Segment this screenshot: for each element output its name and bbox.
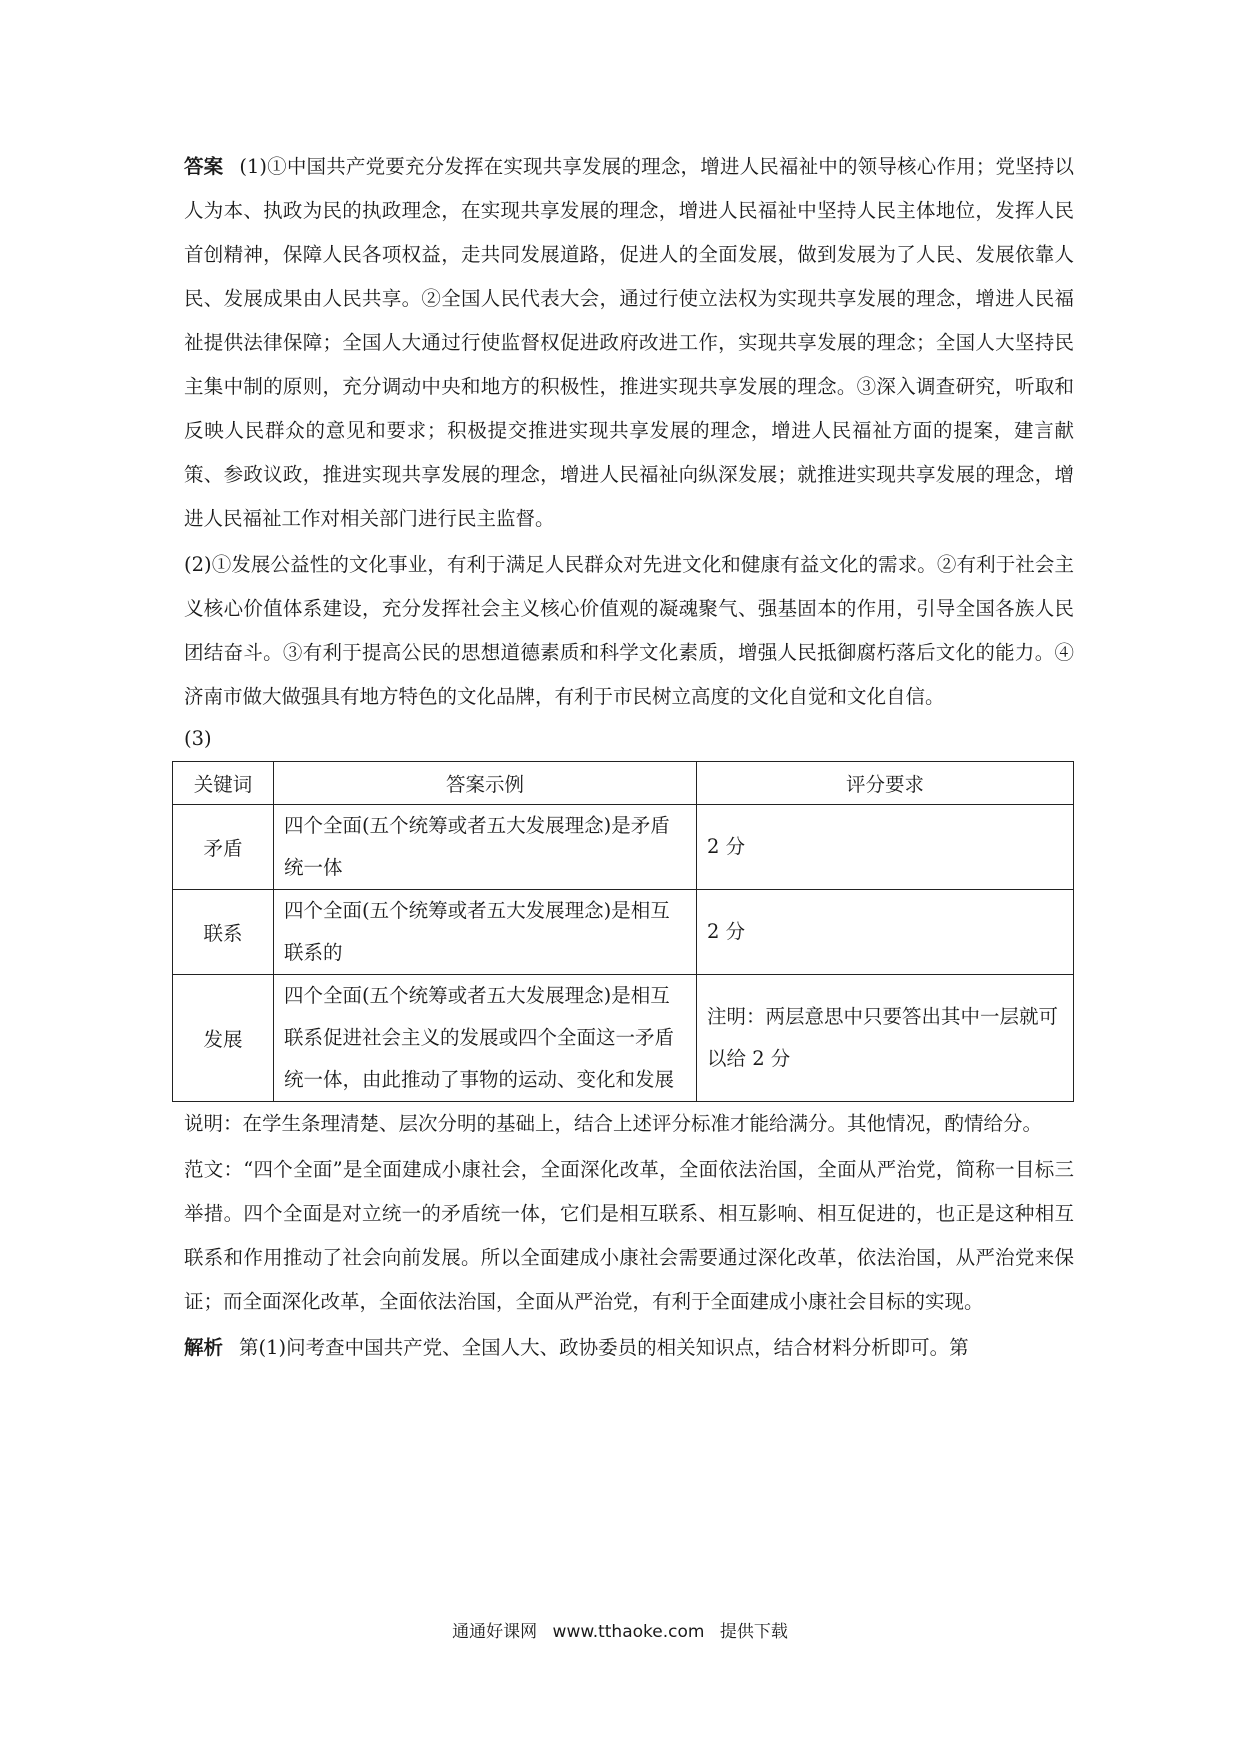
grading-table: [172, 761, 1074, 1102]
page-footer: [0, 1617, 1240, 1642]
score-cell: 2 分: [697, 890, 1074, 975]
score-cell: 2 分: [697, 805, 1074, 890]
answer-paragraph-1: [184, 145, 1074, 541]
header-score: 评分要求: [697, 762, 1074, 805]
table-row: [173, 805, 1074, 890]
example-cell: 四个全面(五个统筹或者五大发展理念)是矛盾统一体: [274, 805, 697, 890]
example-cell: 四个全面(五个统筹或者五大发展理念)是相互联系促进社会主义的发展或四个全面这一矛盾统一体，由此推动了事物的运动、变化和发展: [274, 975, 697, 1102]
header-example: 答案示例: [274, 762, 697, 805]
example-cell: 四个全面(五个统筹或者五大发展理念)是相互联系的: [274, 890, 697, 975]
document-body: [184, 145, 1074, 1370]
keyword-cell: 发展: [173, 975, 274, 1102]
table-row: [173, 975, 1074, 1102]
analysis-paragraph: [184, 1326, 1074, 1370]
answer-part-3-label: (3): [184, 727, 212, 750]
keyword-cell: 矛盾: [173, 805, 274, 890]
analysis-text: 第(1)问考查中国共产党、全国人大、政协委员的相关知识点，结合材料分析即可。第: [239, 1336, 969, 1359]
table-row: [173, 890, 1074, 975]
header-keyword: 关键词: [173, 762, 274, 805]
table-header-row: [173, 762, 1074, 805]
footer-url[interactable]: www.tthaoke.com: [552, 1622, 705, 1642]
footer-suffix: 提供下载: [719, 1622, 788, 1642]
answer-part-1-text: (1)①中国共产党要充分发挥在实现共享发展的理念，增进人民福祉中的领导核心作用；党坚持以人为本、执政为民的执政理念，在实现共享发展的理念，增进人民福祉中坚持人民主体地位，发挥人民首创精神，保障人民各项权益，走共同发展道路，促进人的全面发展，做到发展为了人民、发展依靠人民、发展成果由人民共享。②全国人民代表大会，通过行使立法权为实现共享发展的理念，增进人民福祉提供法律保障；全国人大通过行使监督权促进政府改进工作，实现共享发展的理念；全国人大坚持民主集中制的原则，充分调动中央和地方的积极性，推进实现共享发展的理念。③深入调查研究，听取和反映人民群众的意见和要求；积极提交推进实现共享发展的理念，增进人民福祉方面的提案，建言献策、参政议政，推进实现共享发展的理念，增进人民福祉向纵深发展；就推进实现共享发展的理念，增进人民福祉工作对相关部门进行民主监督。: [184, 155, 1074, 530]
footer-site-name: 通通好课网: [452, 1622, 538, 1642]
score-cell: 注明：两层意思中只要答出其中一层就可以给 2 分: [697, 975, 1074, 1102]
grading-note: 说明：在学生条理清楚、层次分明的基础上，结合上述评分标准才能给满分。其他情况，酌情给分。: [184, 1112, 1043, 1135]
answer-paragraph-2: (2)①发展公益性的文化事业，有利于满足人民群众对先进文化和健康有益文化的需求。②有利于社会主义核心价值体系建设，充分发挥社会主义核心价值观的凝魂聚气、强基固本的作用，引导全国各族人民团结奋斗。③有利于提高公民的思想道德素质和科学文化素质，增强人民抵御腐朽落后文化的能力。④济南市做大做强具有地方特色的文化品牌，有利于市民树立高度的文化自觉和文化自信。: [184, 553, 1074, 708]
sample-essay: 范文：“四个全面”是全面建成小康社会，全面深化改革，全面依法治国，全面从严治党，简称一目标三举措。四个全面是对立统一的矛盾统一体，它们是相互联系、相互影响、相互促进的，也正是这种相互联系和作用推动了社会向前发展。所以全面建成小康社会需要通过深化改革，依法治国，从严治党来保证；而全面深化改革，全面依法治国，全面从严治党，有利于全面建成小康社会目标的实现。: [184, 1158, 1074, 1313]
analysis-label: 解析: [184, 1336, 224, 1359]
keyword-cell: 联系: [173, 890, 274, 975]
answer-label: 答案: [184, 155, 224, 178]
